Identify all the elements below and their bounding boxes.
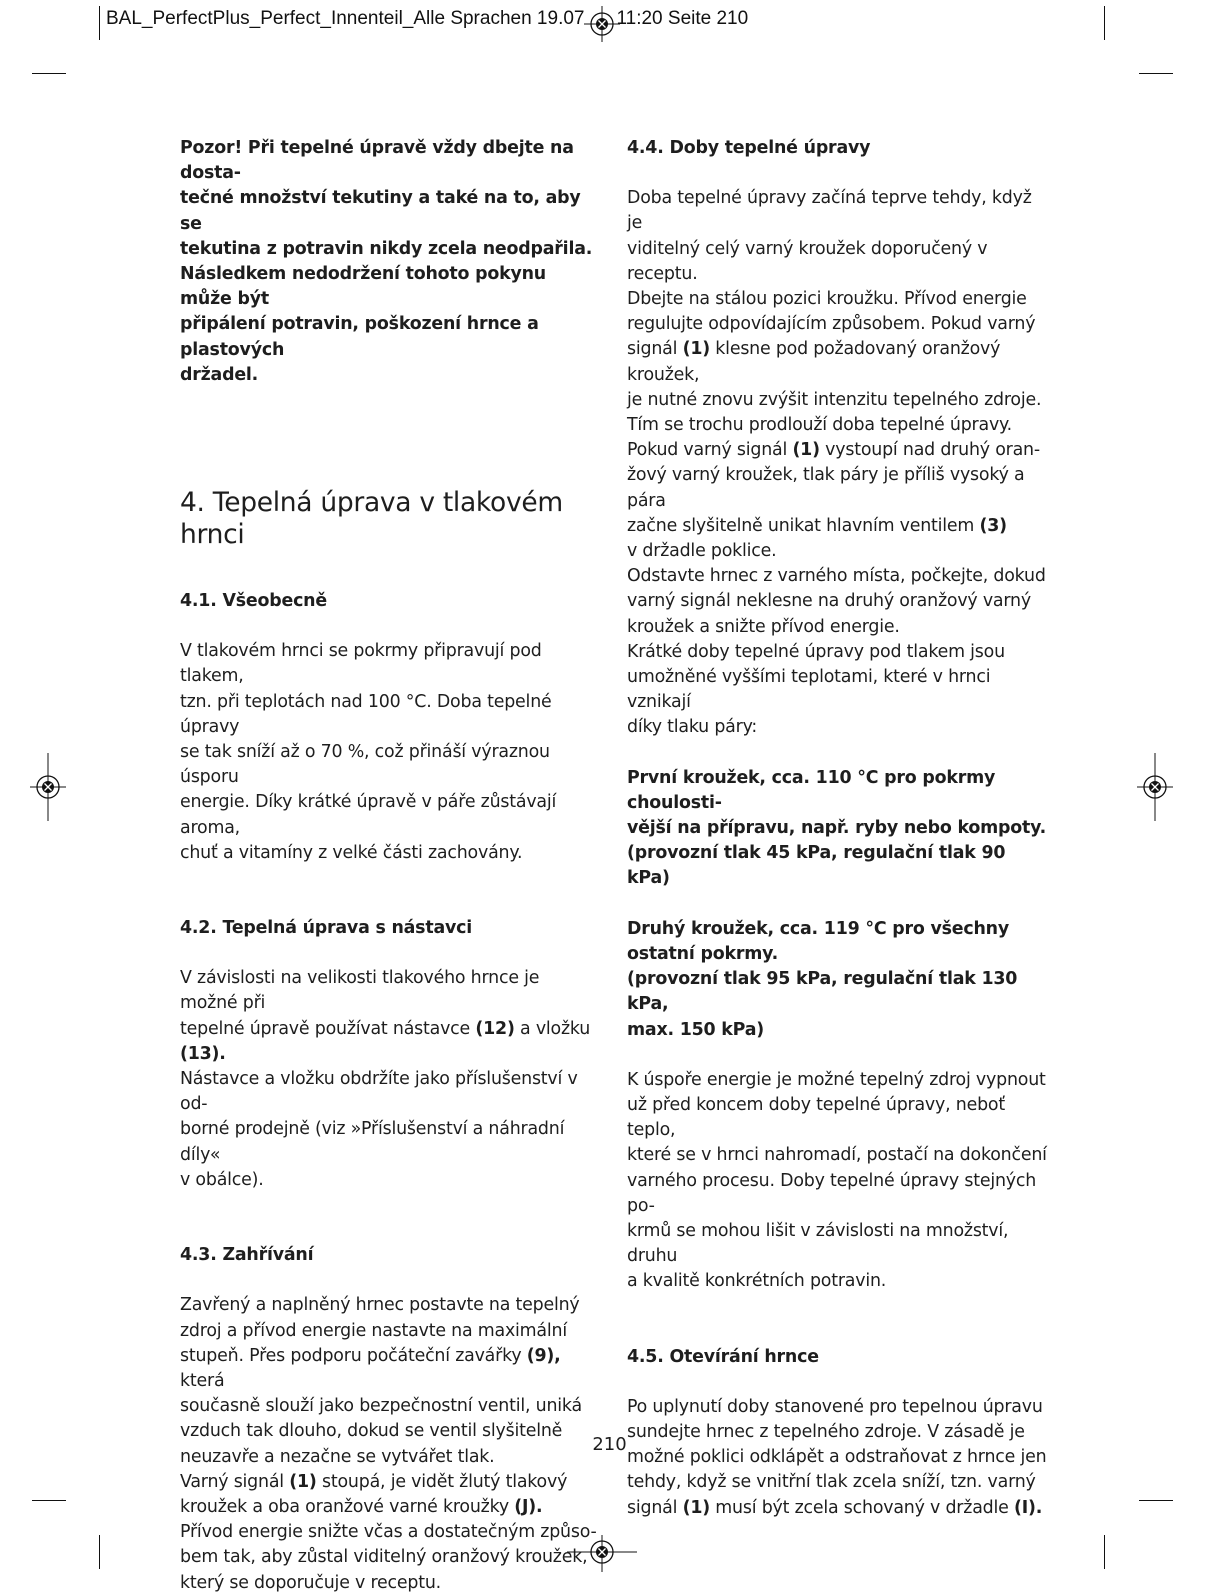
second-ring-note: Druhý kroužek, cca. 119 °C pro všechny ostatní pokrmy. (provozní tlak 95 kPa, regulační tlak 130 kPa, max. 150 kPa): [627, 918, 1018, 1040]
crop-mark: [99, 1535, 100, 1569]
right-column: [627, 136, 1047, 1521]
registration-mark-top: [582, 4, 622, 44]
crop-mark: [1139, 73, 1173, 74]
registration-mark-right: [1135, 752, 1175, 822]
crop-mark: [1104, 6, 1105, 40]
energy-saving-text: K úspoře energie je možné tepelný zdroj vypnout už před koncem doby tepelné úpravy, neboť teplo, které se v hrnci nahromadí, postačí na dokončení varného procesu. Doby tepelné úpravy stejných po- krmů se mohou lišit v závislosti na množství, druhu a kvalitě konkrétních potravin.: [627, 1069, 1047, 1292]
section-heading-4-4: 4.4. Doby tepelné úpravy: [627, 138, 871, 158]
section-heading-4-2: 4.2. Tepelná úprava s nástavci: [180, 918, 472, 939]
section-text-4-3: Zavřený a naplněný hrnec postavte na tepelný zdroj a přívod energie nastavte na maximální stupeň. Přes podporu počáteční zavářky (9), která současně slouží jako bezpečnostní ventil, uniká vzduch tak dlouho, dokud se ventil slyšitelně neuzavře a nezačne se vytvářet tlak. Varný signál (1) stoupá, je vidět žlutý tlakový kroužek a oba oranžové varné kroužky (J). Přívod energie snižte včas a dostatečným způso- bem tak, aby zůstal viditelný oranžový kroužek, který se doporučuje v receptu.: [180, 1295, 597, 1593]
section-text-4-2: V závislosti na velikosti tlakového hrnce je možné při tepelné úpravě používat nástavce (12) a vložku (13). Nástavce a vložku obdržíte jako příslušenství v od- borné prodejně (viz »Příslušenství a náhradní díly« v obálce).: [180, 968, 591, 1190]
print-slug: [106, 8, 748, 30]
left-column: [180, 136, 600, 1596]
section-text-4-1: V tlakovém hrnci se pokrmy připravují pod tlakem, tzn. při teplotách nad 100 °C. Doba tepelné úpravy se tak sníží až o 70 %, což přináší výraznou úsporu energie. Díky krátké úpravě v páře zůstávají aroma, chuť a vitamíny z velké části zachovány.: [180, 641, 557, 863]
crop-mark: [32, 73, 66, 74]
slug-text-before: BAL_PerfectPlus_Perfect_Innenteil_Alle Sprachen 19.07: [106, 8, 585, 29]
crop-mark: [99, 6, 100, 40]
section-text-4-5: Po uplynutí doby stanovené pro tepelnou úpravu sundejte hrnec z tepelného zdroje. V zásadě je možné poklici odklápět a odstraňovat z hrnce jen tehdy, když se vnitřní tlak zcela sníží, tzn. varný signál (1) musí být zcela schovaný v držadle (I).: [627, 1396, 1047, 1518]
slug-text-after: 11:20 Seite 210: [616, 8, 749, 29]
crop-mark: [32, 1500, 66, 1501]
chapter-title: 4. Tepelná úprava v tlakovém hrnci: [180, 487, 563, 551]
warning-note: Pozor! Při tepelné úpravě vždy dbejte na dosta- tečné množství tekutiny a také na to, aby se tekutina z potravin nikdy zcela neodpařila. Následkem nedodržení tohoto pokynu může být připálení potravin, poškození hrnce a plastových držadel.: [180, 138, 593, 385]
section-text-4-4: Doba tepelné úpravy začíná teprve tehdy, když je viditelný celý varný kroužek doporučený v receptu. Dbejte na stálou pozici kroužku. Přívod energie regulujte odpovídajícím způsobem. Pokud varný signál (1) klesne pod požadovaný oranžový kroužek, je nutné znovu zvýšit intenzitu tepelného zdroje. Tím se trochu prodlouží doba tepelné úpravy. Pokud varný signál (1) vystoupí nad druhý oran- žový varný kroužek, tlak páry je příliš vysoký a pára začne slyšitelně unikat hlavním ventilem (3) v držadle poklice. Odstavte hrnec z varného místa, počkejte, dokud varný signál neklesne na druhý oranžový varný kroužek a snižte přívod energie. Krátké doby tepelné úpravy pod tlakem jsou umožněné vyššími teplotami, které v hrnci vznikají díky tlaku páry:: [627, 188, 1046, 738]
crop-mark: [1139, 1500, 1173, 1501]
section-heading-4-3: 4.3. Zahřívání: [180, 1245, 314, 1266]
page-number: 210: [592, 1434, 627, 1455]
first-ring-note: První kroužek, cca. 110 °C pro pokrmy choulosti- vější na přípravu, např. ryby nebo kompoty. (provozní tlak 45 kPa, regulační tlak 90 kPa): [627, 767, 1047, 889]
section-heading-4-1: 4.1. Všeobecně: [180, 591, 327, 612]
registration-mark-left: [28, 752, 68, 822]
crop-mark: [1104, 1535, 1105, 1569]
section-heading-4-5: 4.5. Otevírání hrnce: [627, 1346, 819, 1367]
